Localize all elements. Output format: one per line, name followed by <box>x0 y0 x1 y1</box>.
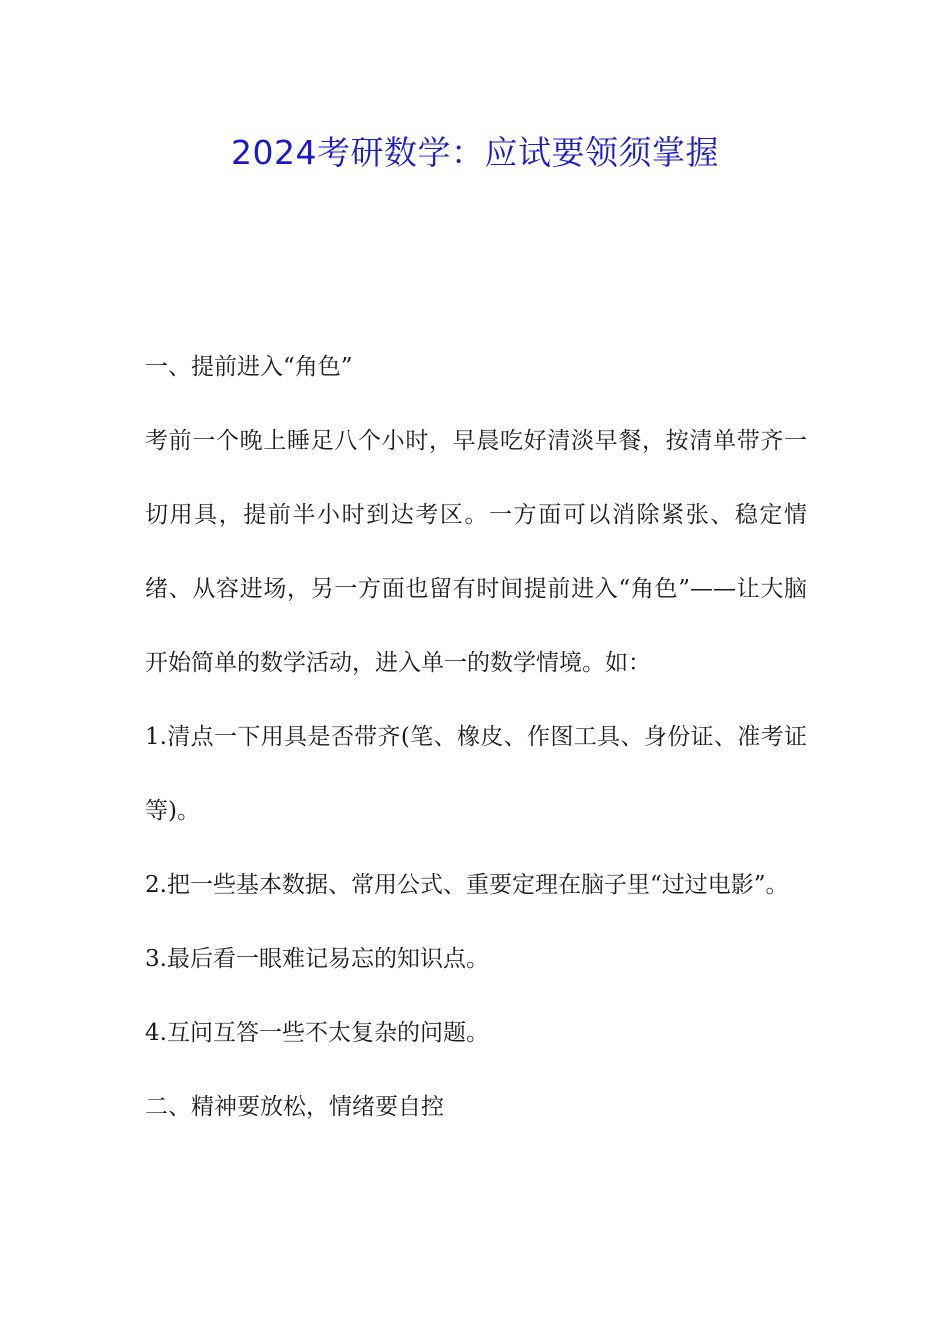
list-item-1: 1.清点一下用具是否带齐(笔、橡皮、作图工具、身份证、准考证等)。 <box>145 724 807 824</box>
list-item-2: 2.把一些基本数据、常用公式、重要定理在脑子里“过过电影”。 <box>145 872 789 898</box>
section-heading-1: 一、提前进入“角色” <box>145 354 353 380</box>
section-heading-2: 二、精神要放松，情绪要自控 <box>145 1094 444 1120</box>
document-title: 2024考研数学：应试要领须掌握 <box>231 133 719 172</box>
list-item-4: 4.互问互答一些不太复杂的问题。 <box>145 1020 489 1046</box>
document-body <box>145 330 807 1144</box>
paragraph-intro: 考前一个晚上睡足八个小时，早晨吃好清淡早餐，按清单带齐一切用具，提前半小时到达考区。一方面可以消除紧张、稳定情绪、从容进场，另一方面也留有时间提前进入“角色”——让大脑开始简单的数学活动，进入单一的数学情境。如： <box>145 428 807 676</box>
list-item-3: 3.最后看一眼难记易忘的知识点。 <box>145 946 489 972</box>
